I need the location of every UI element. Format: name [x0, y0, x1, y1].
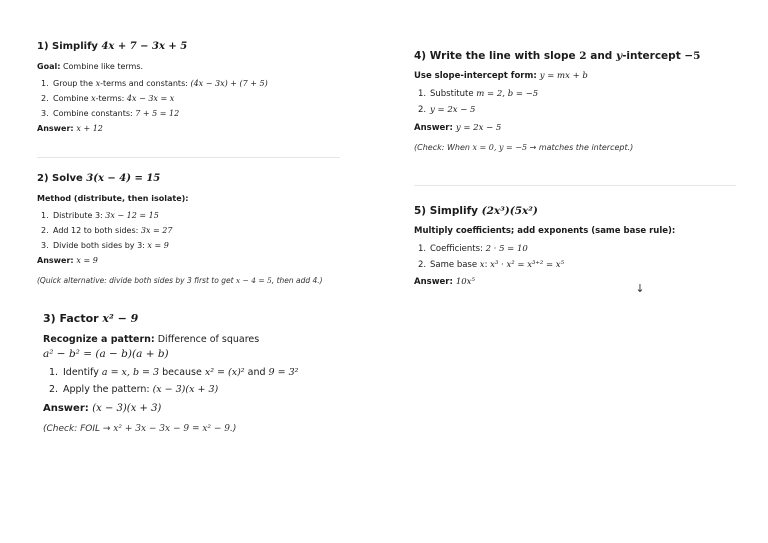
list-item: 1. Distribute 3: 3x − 12 = 15 — [41, 211, 159, 220]
goal-line: Goal: Combine like terms. — [37, 62, 144, 71]
list-item: 3. Combine constants: 7 + 5 = 12 — [41, 109, 180, 118]
problem-3 — [43, 312, 298, 434]
divider — [37, 157, 340, 158]
list-item: 1. Group the x-terms and constants: (4x − 3x) + (7 + 5) — [41, 79, 268, 88]
problem-4 — [414, 50, 700, 152]
use-line: Use slope-intercept form: y = mx + b — [414, 71, 588, 81]
problem-3-title: 3) Factor x² − 9 — [43, 312, 139, 325]
answer-line: Answer: 10x⁵ — [414, 277, 475, 287]
recognize-line: Recognize a pattern: Difference of squares — [43, 334, 260, 345]
list-item: 2. y = 2x − 5 — [418, 105, 476, 115]
steps-list — [414, 241, 675, 273]
steps-list — [37, 208, 323, 253]
note-line: (Check: When x = 0, y = −5 → matches the intercept.) — [414, 143, 634, 152]
problem-2-title: 2) Solve 3(x − 4) = 15 — [37, 173, 161, 184]
list-item: 1. Substitute m = 2, b = −5 — [418, 89, 539, 99]
steps-list — [43, 364, 298, 398]
problem-2 — [37, 173, 323, 285]
method-line: Method (distribute, then isolate): — [37, 194, 189, 203]
list-item: 1. Coefficients: 2 · 5 = 10 — [418, 244, 528, 254]
problem-5-title: 5) Simplify (2x³)(5x²) — [414, 205, 538, 217]
list-item: 2. Add 12 to both sides: 3x = 27 — [41, 226, 173, 235]
formula: a² − b² = (a − b)(a + b) — [43, 348, 169, 360]
note-line: (Quick alternative: divide both sides by 3 first to get x − 4 = 5, then add 4.) — [37, 276, 323, 285]
steps-list — [37, 76, 268, 121]
list-item: 2. Same base x: x³ · x² = x³⁺² = x⁵ — [418, 260, 565, 270]
answer-line: Answer: x + 12 — [37, 124, 103, 133]
problem-1 — [37, 41, 268, 133]
steps-list — [414, 86, 700, 118]
problem-1-title: 1) Simplify 4x + 7 − 3x + 5 — [37, 41, 188, 52]
divider — [414, 185, 736, 186]
list-item: 2. Apply the pattern: (x − 3)(x + 3) — [49, 384, 219, 395]
note-line: (Check: FOIL → x² + 3x − 3x − 9 = x² − 9.) — [43, 424, 237, 434]
answer-line: Answer: x = 9 — [37, 256, 98, 265]
list-item: 1. Identify a = x, b = 3 because x² = (x)² and 9 = 3² — [49, 367, 299, 378]
problem-4-title: 4) Write the line with slope 2 and y-intercept −5 — [414, 50, 701, 62]
answer-line: Answer: (x − 3)(x + 3) — [43, 403, 162, 414]
method-line: Multiply coefficients; add exponents (same base rule): — [414, 226, 676, 236]
list-item: 3. Divide both sides by 3: x = 9 — [41, 241, 169, 250]
problem-5 — [414, 205, 675, 287]
list-item: 2. Combine x-terms: 4x − 3x = x — [41, 94, 175, 103]
answer-line: Answer: y = 2x − 5 — [414, 123, 502, 133]
scroll-down-icon[interactable]: ↓ — [635, 282, 645, 295]
